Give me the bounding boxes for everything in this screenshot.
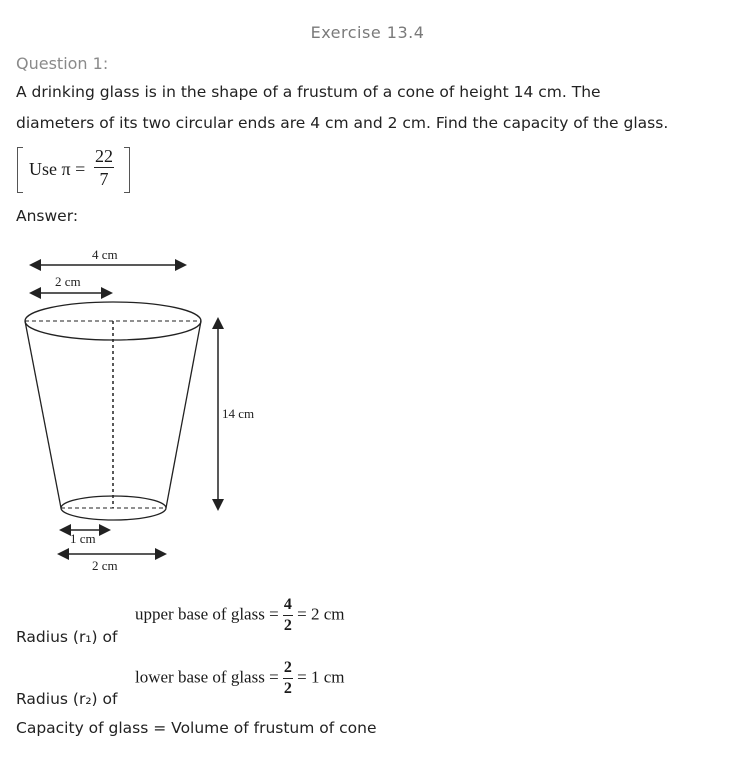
radius-r2-result: = 1 cm bbox=[297, 667, 345, 687]
radius-r2-formula-text: lower base of glass = bbox=[135, 667, 279, 687]
exercise-title: Exercise 13.4 bbox=[310, 23, 425, 42]
radius-r1-denominator: 2 bbox=[283, 617, 292, 634]
pi-denominator: 7 bbox=[99, 169, 109, 189]
radius-r2-denominator: 2 bbox=[283, 680, 292, 697]
pi-fraction bbox=[94, 147, 114, 188]
top-diameter-label: 4 cm bbox=[92, 247, 118, 262]
capacity-line: Capacity of glass = Volume of frustum of cone bbox=[16, 719, 377, 737]
radius-r1-formula-text: upper base of glass = bbox=[135, 604, 279, 624]
right-bracket bbox=[124, 147, 130, 193]
radius-r2-numerator: 2 bbox=[283, 660, 293, 679]
height-label: 14 cm bbox=[222, 406, 255, 421]
answer-label: Answer: bbox=[16, 207, 79, 225]
radius-r1-formula bbox=[135, 597, 345, 634]
top-radius-label: 2 cm bbox=[55, 274, 81, 289]
question-text-line-2: diameters of its two circular ends are 4 cm and 2 cm. Find the capacity of the glass. bbox=[16, 114, 669, 132]
question-label: Question 1: bbox=[16, 54, 109, 73]
bottom-radius-label: 1 cm bbox=[70, 531, 96, 546]
radius-r2-label: Radius (r₂) of bbox=[16, 690, 118, 708]
radius-r2-formula bbox=[135, 660, 345, 697]
radius-r1-numerator: 4 bbox=[283, 597, 293, 616]
question-text-line-1: A drinking glass is in the shape of a frustum of a cone of height 14 cm. The bbox=[16, 83, 601, 101]
radius-r2-fraction bbox=[283, 660, 293, 697]
left-bracket bbox=[17, 147, 23, 193]
radius-r1-result: = 2 cm bbox=[297, 604, 345, 624]
pi-hint-prefix: Use π = bbox=[29, 159, 86, 179]
pi-numerator: 22 bbox=[95, 146, 113, 166]
left-side bbox=[25, 321, 61, 508]
right-side bbox=[166, 321, 201, 508]
radius-r1-label: Radius (r₁) of bbox=[16, 628, 118, 646]
bottom-diameter-label: 2 cm bbox=[92, 558, 118, 573]
radius-r1-fraction bbox=[283, 597, 293, 634]
frustum-diagram bbox=[0, 240, 280, 580]
